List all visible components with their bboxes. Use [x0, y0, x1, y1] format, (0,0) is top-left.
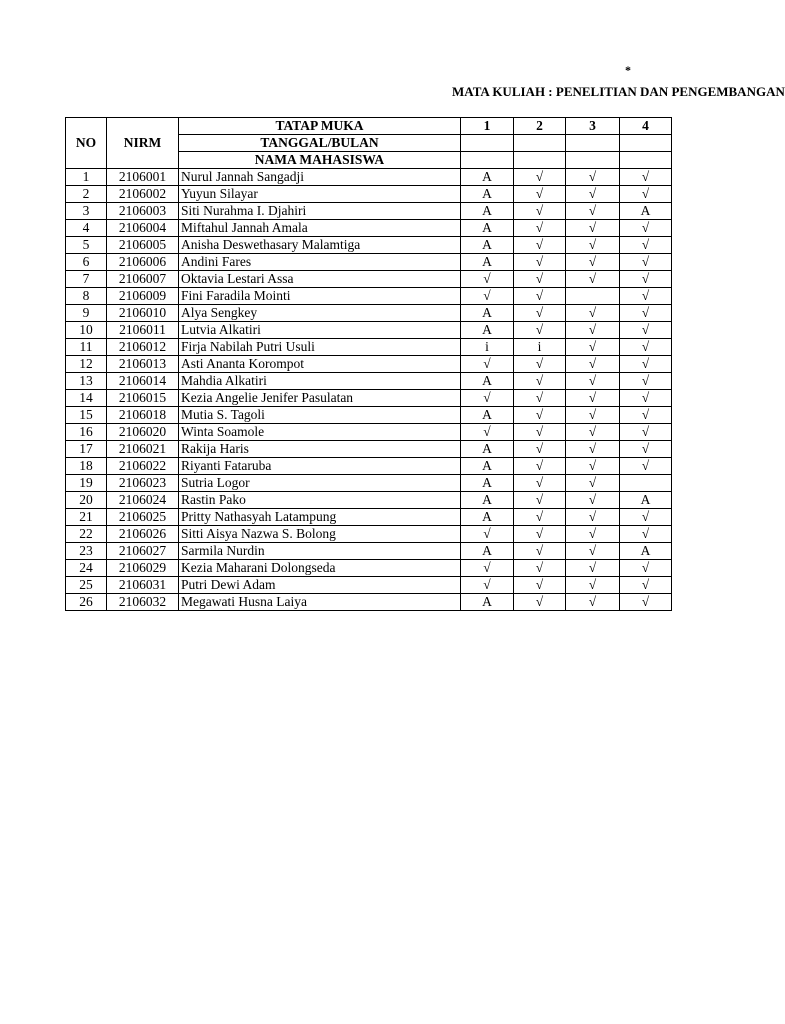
- table-row: [66, 254, 672, 271]
- table-row: [66, 305, 672, 322]
- row-number: 5: [66, 237, 107, 254]
- row-nirm: 2106014: [107, 373, 179, 390]
- attendance-cell-session-4: A: [620, 492, 672, 509]
- row-nirm: 2106009: [107, 288, 179, 305]
- attendance-cell-session-4: √: [620, 237, 672, 254]
- row-number: 6: [66, 254, 107, 271]
- row-student-name: Asti Ananta Korompot: [179, 356, 461, 373]
- attendance-cell-session-1: √: [461, 424, 514, 441]
- attendance-cell-session-2: √: [514, 424, 566, 441]
- table-row: [66, 594, 672, 611]
- table-row: [66, 237, 672, 254]
- attendance-cell-session-2: √: [514, 458, 566, 475]
- attendance-cell-session-1: A: [461, 492, 514, 509]
- row-nirm: 2106013: [107, 356, 179, 373]
- attendance-cell-session-4: √: [620, 220, 672, 237]
- date-cell: [514, 135, 566, 152]
- attendance-cell-session-1: √: [461, 577, 514, 594]
- attendance-cell-session-3: √: [566, 594, 620, 611]
- attendance-cell-session-4: √: [620, 339, 672, 356]
- attendance-cell-session-2: √: [514, 543, 566, 560]
- table-row: [66, 339, 672, 356]
- attendance-cell-session-2: √: [514, 271, 566, 288]
- attendance-cell-session-1: √: [461, 288, 514, 305]
- row-student-name: Kezia Maharani Dolongseda: [179, 560, 461, 577]
- row-student-name: Siti Nurahma I. Djahiri: [179, 203, 461, 220]
- attendance-cell-session-3: √: [566, 271, 620, 288]
- attendance-cell-session-4: √: [620, 441, 672, 458]
- row-number: 18: [66, 458, 107, 475]
- attendance-cell-session-1: A: [461, 186, 514, 203]
- attendance-cell-session-3: √: [566, 220, 620, 237]
- attendance-cell-session-3: √: [566, 492, 620, 509]
- row-nirm: 2106006: [107, 254, 179, 271]
- attendance-cell-session-1: A: [461, 254, 514, 271]
- attendance-cell-session-2: √: [514, 305, 566, 322]
- blank-cell: [566, 152, 620, 169]
- attendance-cell-session-1: A: [461, 237, 514, 254]
- row-student-name: Yuyun Silayar: [179, 186, 461, 203]
- attendance-cell-session-4: √: [620, 288, 672, 305]
- header-nirm: NIRM: [107, 118, 179, 169]
- attendance-cell-session-2: √: [514, 237, 566, 254]
- row-number: 15: [66, 407, 107, 424]
- table-row: [66, 475, 672, 492]
- row-student-name: Firja Nabilah Putri Usuli: [179, 339, 461, 356]
- attendance-cell-session-2: √: [514, 441, 566, 458]
- table-row: [66, 441, 672, 458]
- attendance-cell-session-1: A: [461, 407, 514, 424]
- row-number: 12: [66, 356, 107, 373]
- row-number: 11: [66, 339, 107, 356]
- header-session-4: 4: [620, 118, 672, 135]
- attendance-cell-session-1: √: [461, 560, 514, 577]
- row-nirm: 2106001: [107, 169, 179, 186]
- row-student-name: Miftahul Jannah Amala: [179, 220, 461, 237]
- attendance-cell-session-3: √: [566, 322, 620, 339]
- row-nirm: 2106012: [107, 339, 179, 356]
- attendance-cell-session-3: √: [566, 458, 620, 475]
- attendance-cell-session-4: √: [620, 169, 672, 186]
- row-number: 21: [66, 509, 107, 526]
- attendance-cell-session-3: √: [566, 424, 620, 441]
- attendance-cell-session-4: √: [620, 373, 672, 390]
- attendance-cell-session-4: √: [620, 526, 672, 543]
- table-row: [66, 356, 672, 373]
- attendance-cell-session-4: √: [620, 254, 672, 271]
- attendance-cell-session-1: A: [461, 594, 514, 611]
- header-session-3: 3: [566, 118, 620, 135]
- row-nirm: 2106018: [107, 407, 179, 424]
- row-number: 13: [66, 373, 107, 390]
- attendance-cell-session-1: A: [461, 373, 514, 390]
- header-tanggal-bulan: TANGGAL/BULAN: [179, 135, 461, 152]
- row-nirm: 2106005: [107, 237, 179, 254]
- course-title: MATA KULIAH : PENELITIAN DAN PENGEMBANGAN: [452, 84, 785, 99]
- table-row: [66, 407, 672, 424]
- row-student-name: Alya Sengkey: [179, 305, 461, 322]
- attendance-cell-session-3: √: [566, 373, 620, 390]
- row-number: 4: [66, 220, 107, 237]
- attendance-cell-session-3: √: [566, 339, 620, 356]
- attendance-cell-session-4: √: [620, 577, 672, 594]
- row-student-name: Andini Fares: [179, 254, 461, 271]
- row-nirm: 2106004: [107, 220, 179, 237]
- table-header: [66, 118, 672, 169]
- table-row: [66, 577, 672, 594]
- attendance-cell-session-4: [620, 475, 672, 492]
- row-number: 10: [66, 322, 107, 339]
- table-row: [66, 373, 672, 390]
- row-nirm: 2106002: [107, 186, 179, 203]
- row-nirm: 2106023: [107, 475, 179, 492]
- attendance-cell-session-1: A: [461, 322, 514, 339]
- row-nirm: 2106021: [107, 441, 179, 458]
- header-nama-mahasiswa: NAMA MAHASISWA: [179, 152, 461, 169]
- attendance-cell-session-4: √: [620, 594, 672, 611]
- row-student-name: Megawati Husna Laiya: [179, 594, 461, 611]
- row-number: 9: [66, 305, 107, 322]
- blank-cell: [620, 152, 672, 169]
- table-body: [66, 169, 672, 611]
- table-row: [66, 560, 672, 577]
- attendance-cell-session-1: √: [461, 526, 514, 543]
- attendance-cell-session-2: √: [514, 475, 566, 492]
- row-student-name: Pritty Nathasyah Latampung: [179, 509, 461, 526]
- row-student-name: Sutria Logor: [179, 475, 461, 492]
- row-student-name: Winta Soamole: [179, 424, 461, 441]
- attendance-cell-session-2: √: [514, 356, 566, 373]
- row-nirm: 2106010: [107, 305, 179, 322]
- attendance-cell-session-1: A: [461, 203, 514, 220]
- date-cell: [461, 135, 514, 152]
- attendance-cell-session-2: √: [514, 492, 566, 509]
- row-student-name: Sarmila Nurdin: [179, 543, 461, 560]
- attendance-cell-session-3: √: [566, 237, 620, 254]
- row-number: 26: [66, 594, 107, 611]
- row-nirm: 2106032: [107, 594, 179, 611]
- blank-cell: [514, 152, 566, 169]
- header-row: [66, 118, 672, 135]
- row-number: 23: [66, 543, 107, 560]
- attendance-cell-session-2: √: [514, 390, 566, 407]
- table-row: [66, 390, 672, 407]
- table-row: [66, 543, 672, 560]
- attendance-cell-session-2: √: [514, 220, 566, 237]
- attendance-cell-session-2: i: [514, 339, 566, 356]
- date-cell: [620, 135, 672, 152]
- row-nirm: 2106027: [107, 543, 179, 560]
- row-nirm: 2106007: [107, 271, 179, 288]
- attendance-cell-session-1: A: [461, 220, 514, 237]
- row-student-name: Nurul Jannah Sangadji: [179, 169, 461, 186]
- row-student-name: Kezia Angelie Jenifer Pasulatan: [179, 390, 461, 407]
- attendance-cell-session-4: √: [620, 560, 672, 577]
- attendance-cell-session-3: √: [566, 543, 620, 560]
- attendance-cell-session-3: √: [566, 560, 620, 577]
- attendance-cell-session-4: √: [620, 458, 672, 475]
- attendance-cell-session-3: √: [566, 577, 620, 594]
- attendance-cell-session-2: √: [514, 594, 566, 611]
- row-student-name: Mutia S. Tagoli: [179, 407, 461, 424]
- attendance-cell-session-4: √: [620, 509, 672, 526]
- table-row: [66, 492, 672, 509]
- row-number: 19: [66, 475, 107, 492]
- attendance-cell-session-2: √: [514, 254, 566, 271]
- row-nirm: 2106031: [107, 577, 179, 594]
- attendance-cell-session-2: √: [514, 509, 566, 526]
- row-student-name: Rakija Haris: [179, 441, 461, 458]
- row-student-name: Fini Faradila Mointi: [179, 288, 461, 305]
- row-student-name: Rastin Pako: [179, 492, 461, 509]
- row-number: 24: [66, 560, 107, 577]
- attendance-cell-session-2: √: [514, 203, 566, 220]
- attendance-cell-session-2: √: [514, 186, 566, 203]
- row-nirm: 2106024: [107, 492, 179, 509]
- header-session-2: 2: [514, 118, 566, 135]
- attendance-cell-session-3: √: [566, 186, 620, 203]
- table-row: [66, 458, 672, 475]
- table-row: [66, 322, 672, 339]
- row-student-name: Mahdia Alkatiri: [179, 373, 461, 390]
- attendance-cell-session-2: √: [514, 526, 566, 543]
- header-session-1: 1: [461, 118, 514, 135]
- table-row: [66, 220, 672, 237]
- row-number: 14: [66, 390, 107, 407]
- attendance-cell-session-4: √: [620, 322, 672, 339]
- row-student-name: Anisha Deswethasary Malamtiga: [179, 237, 461, 254]
- attendance-cell-session-3: √: [566, 475, 620, 492]
- header-tatap-muka: TATAP MUKA: [179, 118, 461, 135]
- attendance-cell-session-1: i: [461, 339, 514, 356]
- row-number: 7: [66, 271, 107, 288]
- table-row: [66, 509, 672, 526]
- row-number: 25: [66, 577, 107, 594]
- row-student-name: Oktavia Lestari Assa: [179, 271, 461, 288]
- attendance-cell-session-2: √: [514, 169, 566, 186]
- date-cell: [566, 135, 620, 152]
- header-no: NO: [66, 118, 107, 169]
- row-student-name: Putri Dewi Adam: [179, 577, 461, 594]
- attendance-cell-session-1: A: [461, 543, 514, 560]
- row-number: 1: [66, 169, 107, 186]
- attendance-cell-session-4: √: [620, 186, 672, 203]
- attendance-cell-session-3: √: [566, 356, 620, 373]
- attendance-cell-session-2: √: [514, 407, 566, 424]
- attendance-cell-session-4: √: [620, 356, 672, 373]
- attendance-cell-session-1: √: [461, 271, 514, 288]
- attendance-cell-session-3: √: [566, 407, 620, 424]
- row-number: 16: [66, 424, 107, 441]
- attendance-cell-session-3: √: [566, 169, 620, 186]
- table-row: [66, 186, 672, 203]
- row-nirm: 2106029: [107, 560, 179, 577]
- attendance-cell-session-2: √: [514, 373, 566, 390]
- row-nirm: 2106020: [107, 424, 179, 441]
- attendance-cell-session-4: A: [620, 203, 672, 220]
- row-number: 3: [66, 203, 107, 220]
- row-number: 22: [66, 526, 107, 543]
- attendance-cell-session-1: A: [461, 458, 514, 475]
- attendance-cell-session-3: √: [566, 203, 620, 220]
- row-number: 8: [66, 288, 107, 305]
- row-student-name: Riyanti Fataruba: [179, 458, 461, 475]
- attendance-cell-session-2: √: [514, 322, 566, 339]
- row-number: 2: [66, 186, 107, 203]
- row-nirm: 2106015: [107, 390, 179, 407]
- table-row: [66, 288, 672, 305]
- row-student-name: Lutvia Alkatiri: [179, 322, 461, 339]
- attendance-cell-session-3: √: [566, 390, 620, 407]
- attendance-cell-session-1: A: [461, 169, 514, 186]
- row-nirm: 2106022: [107, 458, 179, 475]
- attendance-cell-session-4: A: [620, 543, 672, 560]
- attendance-cell-session-2: √: [514, 577, 566, 594]
- attendance-cell-session-2: √: [514, 288, 566, 305]
- table-row: [66, 271, 672, 288]
- attendance-cell-session-4: √: [620, 424, 672, 441]
- row-nirm: 2106003: [107, 203, 179, 220]
- attendance-cell-session-3: [566, 288, 620, 305]
- table-row: [66, 424, 672, 441]
- attendance-cell-session-1: √: [461, 356, 514, 373]
- attendance-cell-session-3: √: [566, 254, 620, 271]
- table-row: [66, 526, 672, 543]
- table-row: [66, 203, 672, 220]
- attendance-cell-session-3: √: [566, 526, 620, 543]
- attendance-cell-session-3: √: [566, 305, 620, 322]
- attendance-table: [65, 117, 672, 611]
- attendance-cell-session-3: √: [566, 441, 620, 458]
- attendance-cell-session-4: √: [620, 407, 672, 424]
- attendance-cell-session-1: A: [461, 441, 514, 458]
- row-nirm: 2106025: [107, 509, 179, 526]
- attendance-cell-session-1: A: [461, 509, 514, 526]
- row-nirm: 2106026: [107, 526, 179, 543]
- attendance-cell-session-4: √: [620, 271, 672, 288]
- attendance-cell-session-2: √: [514, 560, 566, 577]
- attendance-cell-session-1: A: [461, 475, 514, 492]
- table-row: [66, 169, 672, 186]
- header-marker: *: [625, 63, 631, 77]
- attendance-cell-session-1: √: [461, 390, 514, 407]
- blank-cell: [461, 152, 514, 169]
- attendance-cell-session-4: √: [620, 390, 672, 407]
- row-student-name: Sitti Aisya Nazwa S. Bolong: [179, 526, 461, 543]
- row-number: 20: [66, 492, 107, 509]
- row-nirm: 2106011: [107, 322, 179, 339]
- attendance-cell-session-3: √: [566, 509, 620, 526]
- row-number: 17: [66, 441, 107, 458]
- attendance-cell-session-4: √: [620, 305, 672, 322]
- attendance-cell-session-1: A: [461, 305, 514, 322]
